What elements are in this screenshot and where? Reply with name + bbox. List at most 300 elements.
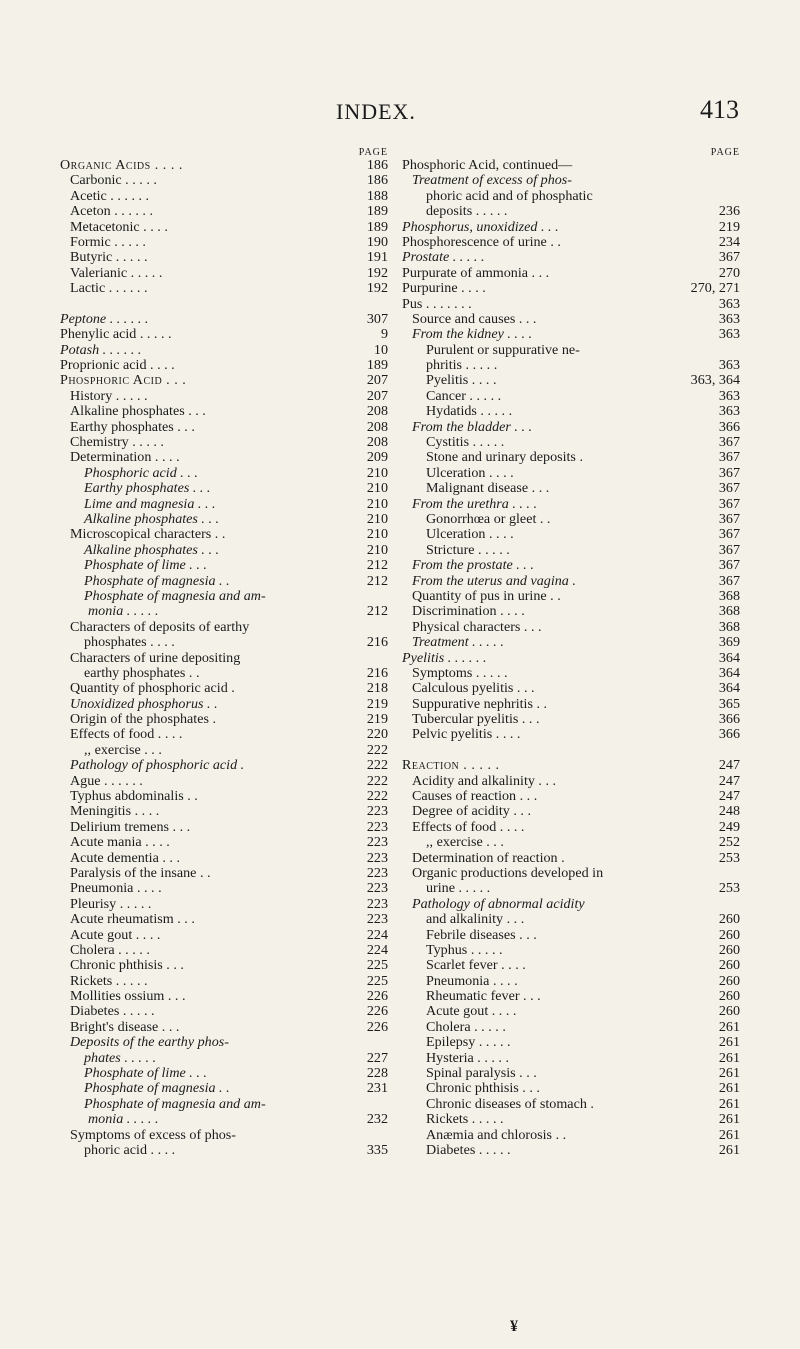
entry-text: Carbonic . . . . . — [70, 172, 157, 189]
entry-page-ref: 224 — [366, 926, 388, 943]
entry-text: Effects of food . . . . — [412, 818, 525, 835]
entry-page-ref: 192 — [366, 264, 388, 281]
entry-text: Stricture . . . . . — [426, 541, 510, 558]
entry-text: Scarlet fever . . . . — [426, 957, 526, 974]
index-entry — [402, 1066, 740, 1081]
index-entry — [60, 666, 388, 681]
entry-text: Stone and urinary deposits . — [426, 449, 583, 466]
index-entry — [60, 312, 388, 327]
entry-page-ref: 261 — [718, 1065, 740, 1082]
entry-page-ref: 189 — [366, 357, 388, 374]
entry-text: Acute mania . . . . — [70, 834, 170, 851]
index-entry — [402, 697, 740, 712]
index-entry — [402, 281, 740, 296]
entry-text: Hydatids . . . . . — [426, 403, 513, 420]
entry-text: Quantity of phosphoric acid . — [70, 680, 235, 697]
entry-text: Paralysis of the insane . . — [70, 864, 211, 881]
entry-page-ref: 363 — [718, 295, 740, 312]
entry-text: Calculous pyelitis . . . — [412, 680, 535, 697]
index-entry — [60, 774, 388, 789]
entry-page-ref: 252 — [718, 834, 740, 851]
entry-page-ref: 218 — [366, 680, 388, 697]
entry-text: phates . . . . . — [84, 1049, 157, 1066]
entry-page-ref: 208 — [366, 418, 388, 435]
index-entry — [402, 543, 740, 558]
index-entry — [60, 343, 388, 358]
index-entry — [60, 651, 388, 666]
entry-page-ref: 367 — [718, 249, 740, 266]
entry-text: Effects of food . . . . — [70, 726, 183, 743]
entry-page-ref: 219 — [718, 218, 740, 235]
index-entry — [402, 1051, 740, 1066]
entry-page-ref: 367 — [718, 495, 740, 512]
entry-text: Phosphoric acid . . . — [84, 464, 198, 481]
entry-page-ref: 212 — [366, 557, 388, 574]
index-entry — [402, 558, 740, 573]
entry-text: Lactic . . . . . . — [70, 280, 148, 297]
entry-text: Bright's disease . . . — [70, 1018, 180, 1035]
index-entry — [60, 466, 388, 481]
index-entry — [402, 835, 740, 850]
index-entry — [402, 450, 740, 465]
entry-text: Phosphate of lime . . . — [84, 1065, 207, 1082]
entry-page-ref: 367 — [718, 434, 740, 451]
entry-text: Alkaline phosphates . . . — [84, 541, 220, 558]
entry-page-ref: 209 — [366, 449, 388, 466]
entry-text: Lime and magnesia . . . — [84, 495, 216, 512]
entry-text: Microscopical characters . . — [70, 526, 226, 543]
index-entry — [60, 404, 388, 419]
index-entry — [60, 804, 388, 819]
index-entry — [60, 497, 388, 512]
entry-text: Alkaline phosphates . . . — [70, 403, 206, 420]
entry-page-ref: 260 — [718, 988, 740, 1005]
entry-text: Rickets . . . . . — [426, 1111, 504, 1128]
index-entry — [60, 1081, 388, 1096]
index-entry — [60, 204, 388, 219]
index-entry — [60, 158, 388, 173]
index-entry — [402, 1112, 740, 1127]
entry-text: Acute rheumatism . . . — [70, 911, 195, 928]
index-entry — [402, 912, 740, 927]
index-entry — [402, 774, 740, 789]
running-title: INDEX. — [336, 99, 416, 124]
page-column-label: PAGE — [710, 147, 740, 158]
entry-text: phoric acid . . . . — [84, 1142, 176, 1158]
entry-text: deposits . . . . . — [426, 203, 508, 220]
index-entry — [60, 235, 388, 250]
entry-page-ref: 261 — [718, 1080, 740, 1097]
entry-page-ref: 260 — [718, 1003, 740, 1020]
index-entry — [60, 1004, 388, 1019]
entry-text: Aceton . . . . . . — [70, 203, 153, 220]
entry-text: Cystitis . . . . . — [426, 434, 505, 451]
entry-text: Chemistry . . . . . — [70, 434, 164, 451]
index-entry — [60, 835, 388, 850]
entry-page-ref: 226 — [366, 1003, 388, 1020]
index-entry — [60, 373, 388, 388]
entry-page-ref: 253 — [718, 849, 740, 866]
index-entry — [60, 281, 388, 296]
index-entry — [402, 727, 740, 742]
entry-text: Acute gout . . . . — [426, 1003, 517, 1020]
entry-page-ref: 189 — [366, 203, 388, 220]
entry-text: Phenylic acid . . . . . — [60, 326, 172, 343]
entry-page-ref: 363 — [718, 357, 740, 374]
entry-text: Physical characters . . . — [412, 618, 542, 635]
entry-text: Organic productions developed in — [412, 864, 604, 881]
entry-page-ref: 207 — [366, 372, 388, 389]
index-entry — [402, 589, 740, 604]
entry-page-ref: 260 — [718, 957, 740, 974]
entry-page-ref: 366 — [718, 726, 740, 743]
page-number: 413 — [700, 95, 739, 124]
entry-text: Formic . . . . . — [70, 233, 146, 250]
entry-text: Prostate . . . . . — [402, 249, 485, 266]
index-entry — [402, 989, 740, 1004]
entry-text: Metacetonic . . . . — [70, 218, 168, 235]
index-entry — [402, 1097, 740, 1112]
entry-text: ,, exercise . . . — [426, 834, 504, 851]
entry-text: Symptoms . . . . . — [412, 664, 508, 681]
entry-text: Purulent or suppurative ne- — [426, 341, 580, 358]
entry-page-ref: 365 — [718, 695, 740, 712]
index-entry — [60, 543, 388, 558]
index-entry — [60, 512, 388, 527]
entry-text: Rickets . . . . . — [70, 972, 148, 989]
entry-text: Symptoms of excess of phos- — [70, 1126, 236, 1143]
index-entry — [402, 1035, 740, 1050]
index-entry — [60, 943, 388, 958]
entry-page-ref: 189 — [366, 218, 388, 235]
entry-page-ref: 367 — [718, 449, 740, 466]
index-entry — [60, 266, 388, 281]
entry-page-ref: 223 — [366, 834, 388, 851]
entry-text: Acidity and alkalinity . . . — [412, 772, 557, 789]
index-entry — [60, 358, 388, 373]
index-entry — [60, 481, 388, 496]
entry-page-ref: 364 — [718, 649, 740, 666]
index-entry — [402, 250, 740, 265]
index-entry — [402, 204, 740, 219]
index-entry — [402, 481, 740, 496]
index-entry — [60, 958, 388, 973]
index-entry — [402, 928, 740, 943]
entry-page-ref: 364 — [718, 680, 740, 697]
index-entry — [402, 158, 740, 173]
entry-page-ref: 261 — [718, 1126, 740, 1143]
index-entry — [402, 527, 740, 542]
entry-page-ref: 368 — [718, 618, 740, 635]
entry-page-ref: 10 — [373, 341, 388, 358]
entry-page-ref: 222 — [366, 788, 388, 805]
entry-page-ref: 231 — [366, 1080, 388, 1097]
entry-page-ref: 366 — [718, 711, 740, 728]
entry-page-ref: 210 — [366, 480, 388, 497]
index-column-right — [402, 148, 740, 1158]
index-entry — [60, 189, 388, 204]
index-entry — [60, 327, 388, 342]
entry-page-ref: 208 — [366, 403, 388, 420]
index-entry — [402, 297, 740, 312]
index-entry — [402, 1020, 740, 1035]
index-column-left — [60, 148, 388, 1158]
entry-page-ref: 247 — [718, 788, 740, 805]
entry-page-ref: 227 — [366, 1049, 388, 1066]
index-entry — [60, 220, 388, 235]
entry-text: Characters of urine depositing — [70, 649, 241, 666]
entry-page-ref: 249 — [718, 818, 740, 835]
index-entry — [60, 697, 388, 712]
entry-text: Butyric . . . . . — [70, 249, 148, 266]
entry-page-ref: 9 — [380, 326, 388, 343]
entry-text: monia . . . . . — [88, 1111, 159, 1128]
entry-text: urine . . . . . — [426, 880, 491, 897]
entry-page-ref: 224 — [366, 941, 388, 958]
index-entry — [60, 743, 388, 758]
index-entry — [402, 866, 740, 881]
entry-text: ,, exercise . . . — [84, 741, 162, 758]
index-entry — [60, 758, 388, 773]
index-entry — [402, 512, 740, 527]
index-entry-list — [60, 158, 388, 1158]
entry-page-ref: 261 — [718, 1034, 740, 1051]
entry-text: Causes of reaction . . . — [412, 788, 538, 805]
entry-page-ref: 226 — [366, 988, 388, 1005]
entry-text: Diabetes . . . . . — [70, 1003, 155, 1020]
entry-text: Potash . . . . . . — [60, 341, 142, 358]
entry-page-ref: 247 — [718, 757, 740, 774]
index-entry — [402, 343, 740, 358]
entry-text: Mollities ossium . . . — [70, 988, 186, 1005]
index-entry — [60, 881, 388, 896]
entry-text: Phosphorescence of urine . . — [402, 233, 561, 250]
entry-page-ref: 208 — [366, 434, 388, 451]
entry-text: Origin of the phosphates . — [70, 711, 217, 728]
entry-page-ref: 210 — [366, 464, 388, 481]
entry-text: Acetic . . . . . . — [70, 187, 150, 204]
entry-page-ref: 367 — [718, 572, 740, 589]
entry-text: Determination of reaction . — [412, 849, 565, 866]
index-entry — [402, 1004, 740, 1019]
entry-text: Diabetes . . . . . — [426, 1142, 511, 1158]
index-entry — [60, 820, 388, 835]
index-entry — [60, 574, 388, 589]
index-entry — [60, 558, 388, 573]
index-entry — [402, 666, 740, 681]
entry-text: Pneumonia . . . . — [426, 972, 518, 989]
entry-text: phoric acid and of phosphatic — [426, 187, 593, 204]
index-entry-list — [402, 158, 740, 1158]
entry-text: Phosphate of magnesia and am- — [84, 1095, 266, 1112]
index-entry — [402, 327, 740, 342]
entry-text: Cholera . . . . . — [70, 941, 150, 958]
index-entry — [60, 912, 388, 927]
entry-text: Cancer . . . . . — [426, 387, 502, 404]
index-entry — [402, 235, 740, 250]
index-entry — [402, 389, 740, 404]
entry-page-ref: 363 — [718, 310, 740, 327]
entry-page-ref: 191 — [366, 249, 388, 266]
entry-text: Degree of acidity . . . — [412, 803, 531, 820]
entry-text: Treatment . . . . . — [412, 634, 504, 651]
entry-page-ref: 236 — [718, 203, 740, 220]
index-entry — [402, 404, 740, 419]
entry-page-ref: 248 — [718, 803, 740, 820]
index-entry — [402, 758, 740, 773]
entry-text: Rheumatic fever . . . — [426, 988, 541, 1005]
index-entry — [402, 851, 740, 866]
entry-text: monia . . . . . — [88, 603, 159, 620]
section-gap — [402, 743, 740, 758]
index-entry — [402, 604, 740, 619]
entry-page-ref: 210 — [366, 541, 388, 558]
index-entry — [60, 620, 388, 635]
entry-page-ref: 367 — [718, 464, 740, 481]
entry-text: Phosphoric Acid, continued— — [402, 157, 573, 173]
index-entry — [402, 620, 740, 635]
index-entry — [60, 789, 388, 804]
entry-text: Alkaline phosphates . . . — [84, 510, 220, 527]
entry-page-ref: 368 — [718, 603, 740, 620]
entry-text: phritis . . . . . — [426, 357, 498, 374]
entry-text: From the kidney . . . . — [412, 326, 533, 343]
entry-text: Unoxidized phosphorus . . — [70, 695, 218, 712]
entry-text: Pathology of phosphoric acid . — [70, 757, 245, 774]
entry-page-ref: 234 — [718, 233, 740, 250]
entry-page-ref: 307 — [366, 310, 388, 327]
page-header — [0, 95, 800, 129]
index-entry — [60, 173, 388, 188]
entry-text: Cholera . . . . . — [426, 1018, 506, 1035]
entry-text: Deposits of the earthy phos- — [70, 1034, 229, 1051]
entry-page-ref: 223 — [366, 849, 388, 866]
index-entry — [402, 681, 740, 696]
entry-page-ref: 219 — [366, 711, 388, 728]
entry-text: Purpurate of ammonia . . . — [402, 264, 550, 281]
entry-text: Malignant disease . . . — [426, 480, 550, 497]
entry-text: Phosphate of magnesia and am- — [84, 587, 266, 604]
index-entry — [402, 266, 740, 281]
index-entry — [402, 820, 740, 835]
entry-text: Ague . . . . . . — [70, 772, 143, 789]
entry-page-ref: 363, 364 — [690, 372, 740, 389]
entry-page-ref: 222 — [366, 772, 388, 789]
index-entry — [60, 727, 388, 742]
entry-page-ref: 212 — [366, 572, 388, 589]
entry-page-ref: 192 — [366, 280, 388, 297]
entry-text: Febrile diseases . . . — [426, 926, 537, 943]
index-entry — [60, 589, 388, 604]
entry-page-ref: 222 — [366, 741, 388, 758]
index-entry — [60, 681, 388, 696]
entry-page-ref: 367 — [718, 541, 740, 558]
entry-text: Phosphate of magnesia . . — [84, 1080, 230, 1097]
entry-page-ref: 220 — [366, 726, 388, 743]
section-gap — [60, 297, 388, 312]
index-entry — [60, 1020, 388, 1035]
index-entry — [60, 1051, 388, 1066]
entry-page-ref: 223 — [366, 864, 388, 881]
entry-page-ref: 261 — [718, 1142, 740, 1158]
index-entry — [402, 358, 740, 373]
entry-text: From the uterus and vagina . — [412, 572, 576, 589]
entry-text: Ulceration . . . . — [426, 526, 514, 543]
index-entry — [402, 466, 740, 481]
entry-text: Characters of deposits of earthy — [70, 618, 250, 635]
entry-text: Chronic phthisis . . . — [70, 957, 184, 974]
entry-text: Organic Acids . . . . — [60, 157, 183, 173]
entry-text: Phosphoric Acid . . . — [60, 372, 187, 389]
entry-page-ref: 261 — [718, 1018, 740, 1035]
entry-text: Purpurine . . . . — [402, 280, 486, 297]
index-entry — [402, 789, 740, 804]
entry-text: Suppurative nephritis . . — [412, 695, 548, 712]
entry-text: Acute dementia . . . — [70, 849, 180, 866]
entry-text: phosphates . . . . — [84, 634, 175, 651]
index-entry — [60, 420, 388, 435]
index-entry — [402, 574, 740, 589]
index-entry — [60, 712, 388, 727]
index-entry — [60, 851, 388, 866]
entry-text: Pathology of abnormal acidity — [412, 895, 585, 912]
index-entry — [60, 450, 388, 465]
entry-page-ref: 260 — [718, 972, 740, 989]
entry-page-ref: 186 — [366, 157, 388, 173]
entry-text: Chronic phthisis . . . — [426, 1080, 540, 1097]
entry-text: Pyelitis . . . . — [426, 372, 497, 389]
index-entry — [402, 651, 740, 666]
entry-page-ref: 363 — [718, 326, 740, 343]
entry-page-ref: 261 — [718, 1049, 740, 1066]
entry-text: earthy phosphates . . — [84, 664, 200, 681]
margin-mark: ¥ — [510, 1318, 518, 1335]
index-entry — [60, 897, 388, 912]
index-entry — [402, 881, 740, 896]
entry-page-ref: 270 — [718, 264, 740, 281]
index-entry — [402, 420, 740, 435]
entry-page-ref: 364 — [718, 664, 740, 681]
entry-text: Phosphate of lime . . . — [84, 557, 207, 574]
entry-page-ref: 216 — [366, 664, 388, 681]
index-entry — [60, 866, 388, 881]
index-entry — [402, 373, 740, 388]
index-entry — [60, 1097, 388, 1112]
entry-text: From the bladder . . . — [412, 418, 533, 435]
index-entry — [402, 712, 740, 727]
entry-page-ref: 223 — [366, 803, 388, 820]
entry-text: From the prostate . . . — [412, 557, 534, 574]
entry-page-ref: 260 — [718, 926, 740, 943]
entry-page-ref: 225 — [366, 957, 388, 974]
entry-text: Source and causes . . . — [412, 310, 537, 327]
entry-page-ref: 228 — [366, 1065, 388, 1082]
entry-text: Phosphate of magnesia . . — [84, 572, 230, 589]
entry-page-ref: 232 — [366, 1111, 388, 1128]
entry-text: Pus . . . . . . . — [402, 295, 472, 312]
entry-text: Meningitis . . . . — [70, 803, 160, 820]
index-entry — [60, 389, 388, 404]
entry-text: Spinal paralysis . . . — [426, 1065, 537, 1082]
entry-text: Pyelitis . . . . . . — [402, 649, 487, 666]
entry-text: Earthy phosphates . . . — [84, 480, 211, 497]
index-entry — [402, 958, 740, 973]
entry-text: Anæmia and chlorosis . . — [426, 1126, 567, 1143]
entry-text: Pleurisy . . . . . — [70, 895, 152, 912]
entry-text: Reaction . . . . . — [402, 757, 500, 774]
entry-text: Phosphorus, unoxidized . . . — [402, 218, 559, 235]
entry-text: Pneumonia . . . . — [70, 880, 162, 897]
